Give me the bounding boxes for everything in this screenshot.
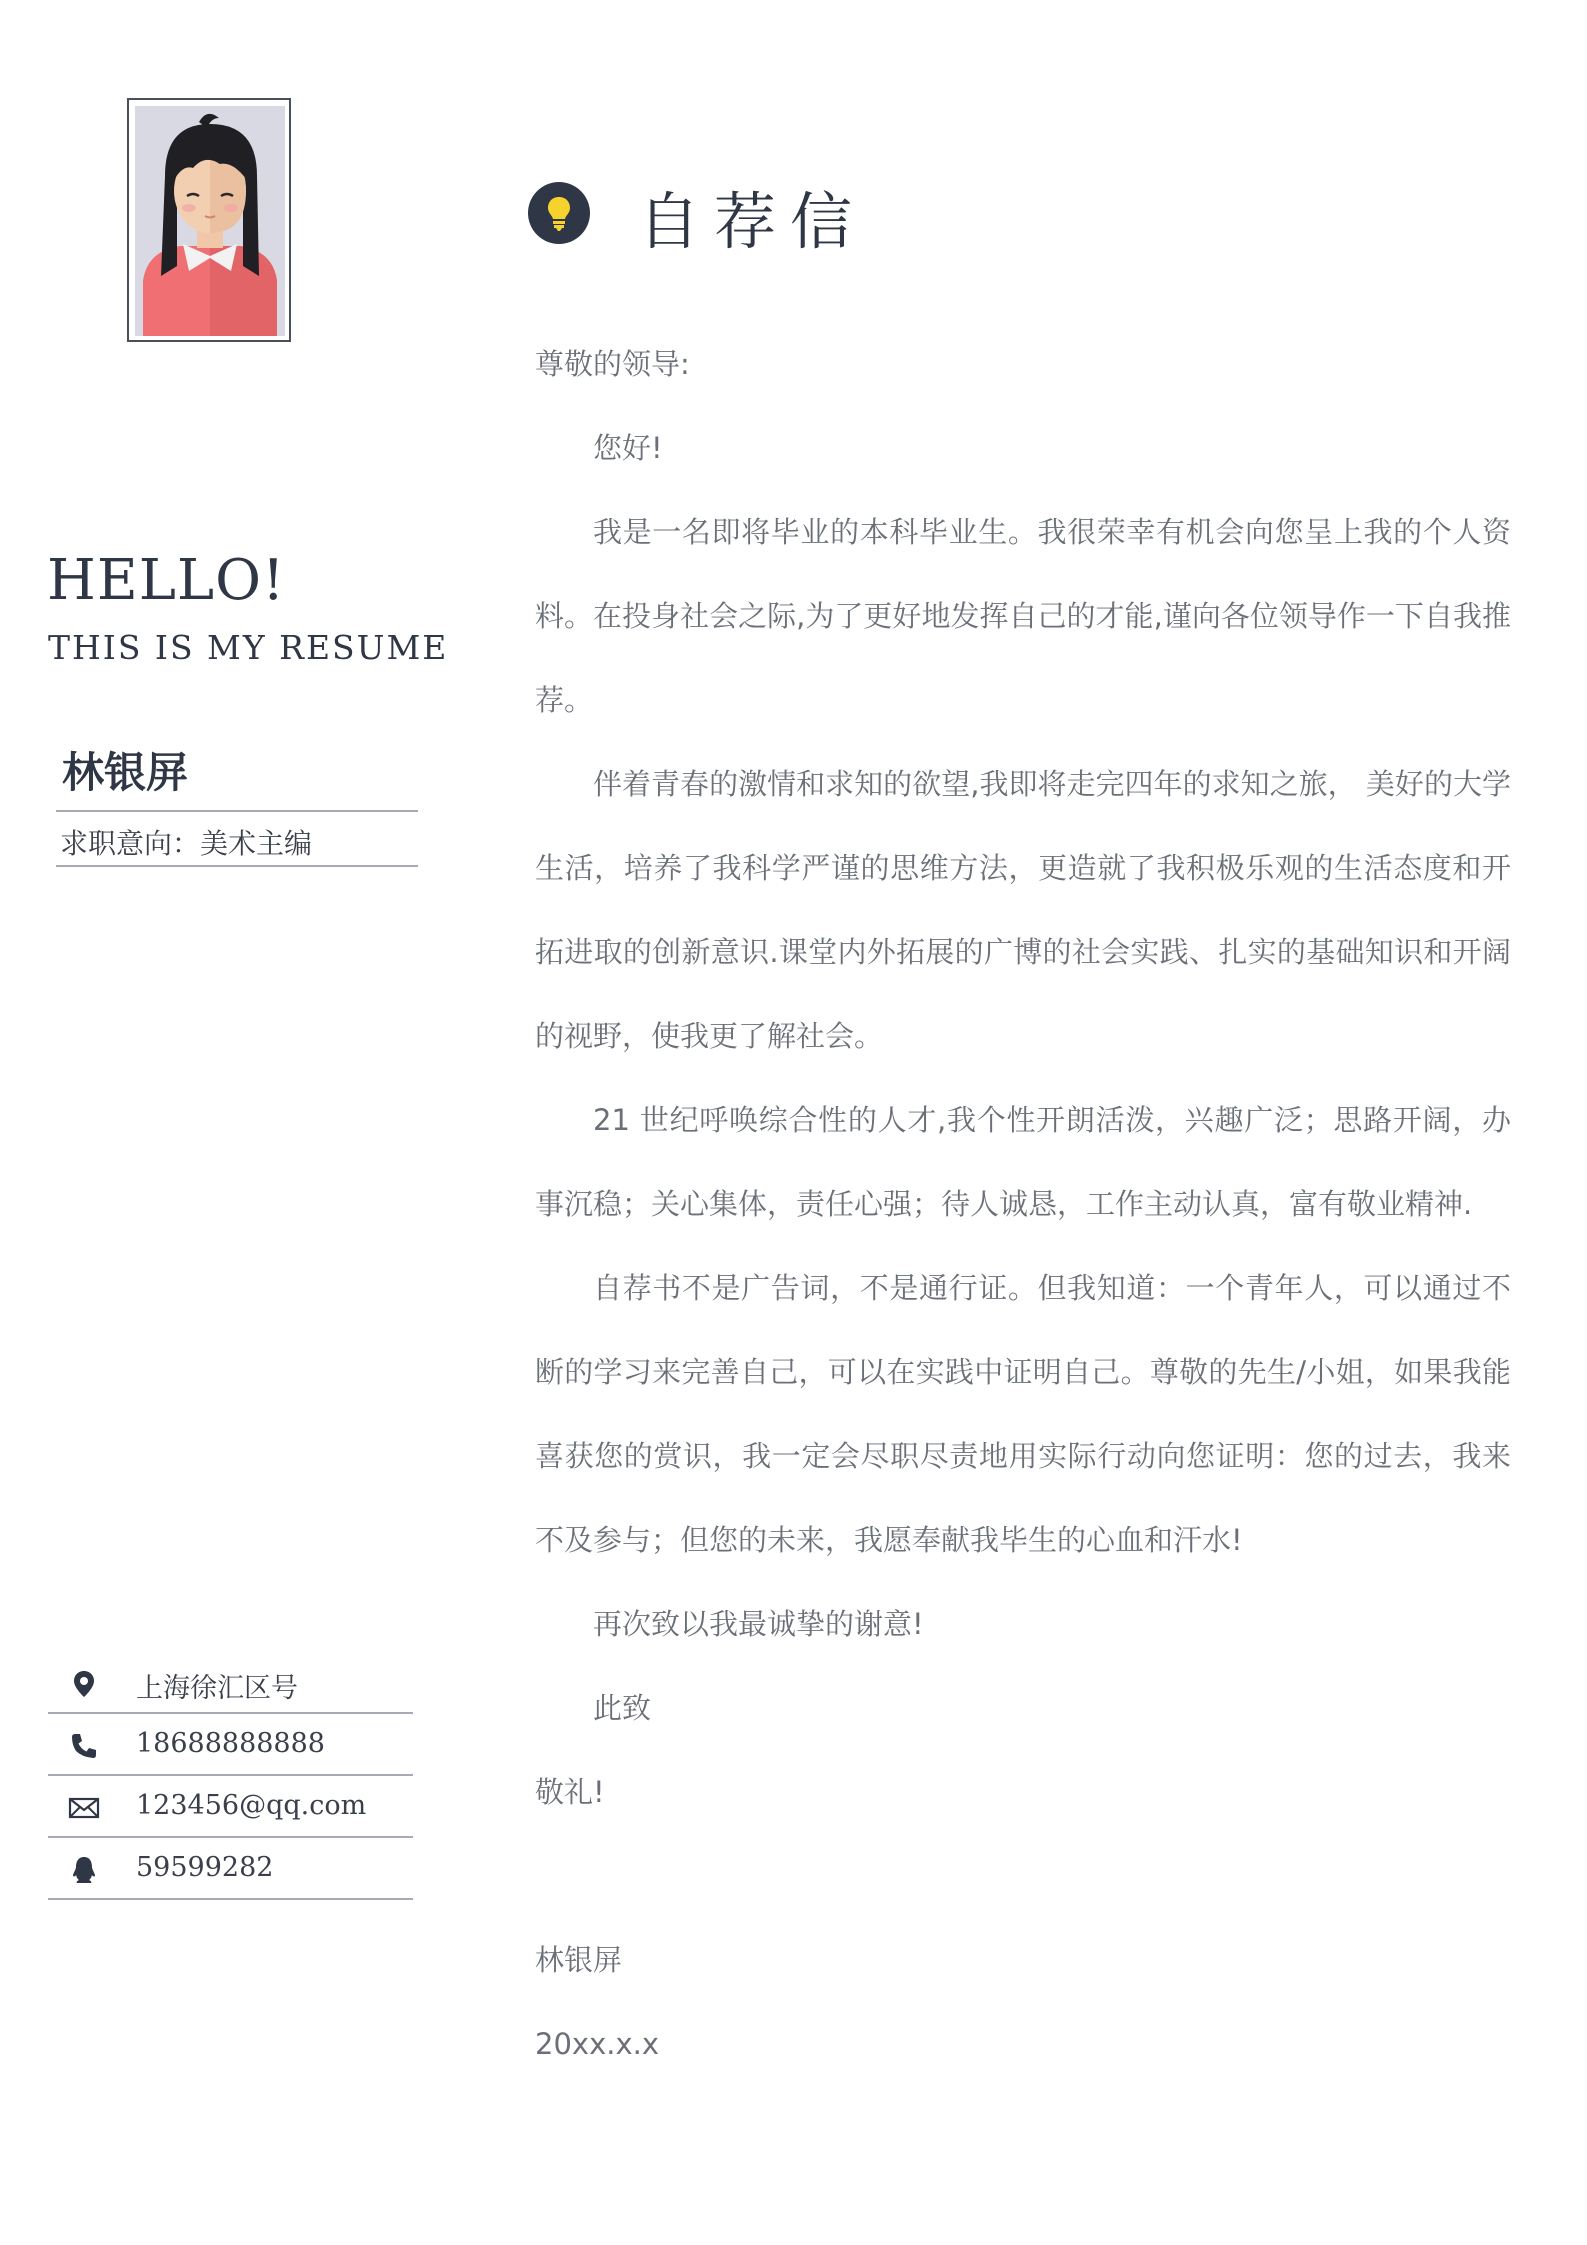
- contact-email: [48, 1776, 413, 1838]
- greeting: 您好!: [593, 431, 663, 465]
- location-pin-icon: [68, 1668, 100, 1700]
- phone-icon: [68, 1730, 100, 1762]
- salutation: 尊敬的领导:: [535, 347, 690, 381]
- contact-address: [48, 1652, 413, 1714]
- divider: [56, 865, 418, 867]
- job-intent: 求职意向：美术主编: [60, 827, 313, 860]
- resume-subtitle: THIS IS MY RESUME: [48, 628, 449, 667]
- hello-heading: HELLO!: [47, 548, 286, 613]
- avatar-illustration: [135, 106, 285, 336]
- contact-text: 上海徐汇区号: [136, 1673, 298, 1704]
- qq-penguin-icon: [68, 1854, 100, 1886]
- contact-phone: [48, 1714, 413, 1776]
- contact-text: 59599282: [136, 1852, 274, 1883]
- letter-paragraph: 再次致以我最诚挚的谢意!: [593, 1607, 924, 1641]
- spacer: [535, 1834, 1511, 1918]
- letter-paragraph: 伴着青春的激情和求知的欲望,我即将走完四年的求知之旅， 美好的大学生活，培养了我科学严谨的思维方法，更造就了我积极乐观的生活态度和开拓进取的创新意识.课堂内外拓展的广博的社会实践、扎实的基础知识和开阔的视野，使我更了解社会。: [535, 767, 1511, 1053]
- contact-text: 123456@qq.com: [136, 1790, 367, 1821]
- contact-text: 18688888888: [136, 1728, 325, 1759]
- closing-regards: 敬礼!: [535, 1775, 605, 1809]
- lightbulb-icon: [528, 182, 590, 244]
- envelope-icon: [68, 1792, 100, 1824]
- signature: 林银屏: [535, 1943, 623, 1977]
- divider: [56, 810, 418, 812]
- page-title: 自荐信: [638, 185, 867, 258]
- cover-letter-body: [535, 322, 1511, 2086]
- closing-line: 此致: [593, 1691, 652, 1725]
- letter-paragraph: 自荐书不是广告词，不是通行证。但我知道：一个青年人，可以通过不断的学习来完善自己，可以在实践中证明自己。尊敬的先生/小姐，如果我能喜获您的赏识，我一定会尽职尽责地用实际行动向您证明：您的过去，我来不及参与；但您的未来，我愿奉献我毕生的心血和汗水!: [535, 1271, 1511, 1557]
- letter-date: 20xx.x.x: [535, 2027, 659, 2061]
- letter-paragraph: 我是一名即将毕业的本科毕业生。我很荣幸有机会向您呈上我的个人资料。在投身社会之际,为了更好地发挥自己的才能,谨向各位领导作一下自我推荐。: [535, 515, 1511, 717]
- letter-paragraph: 21 世纪呼唤综合性的人才,我个性开朗活泼，兴趣广泛；思路开阔，办事沉稳；关心集体，责任心强；待人诚恳，工作主动认真，富有敬业精神.: [535, 1103, 1511, 1221]
- contact-qq: [48, 1838, 413, 1900]
- candidate-name: 林银屏: [62, 748, 189, 797]
- profile-photo: [127, 98, 291, 342]
